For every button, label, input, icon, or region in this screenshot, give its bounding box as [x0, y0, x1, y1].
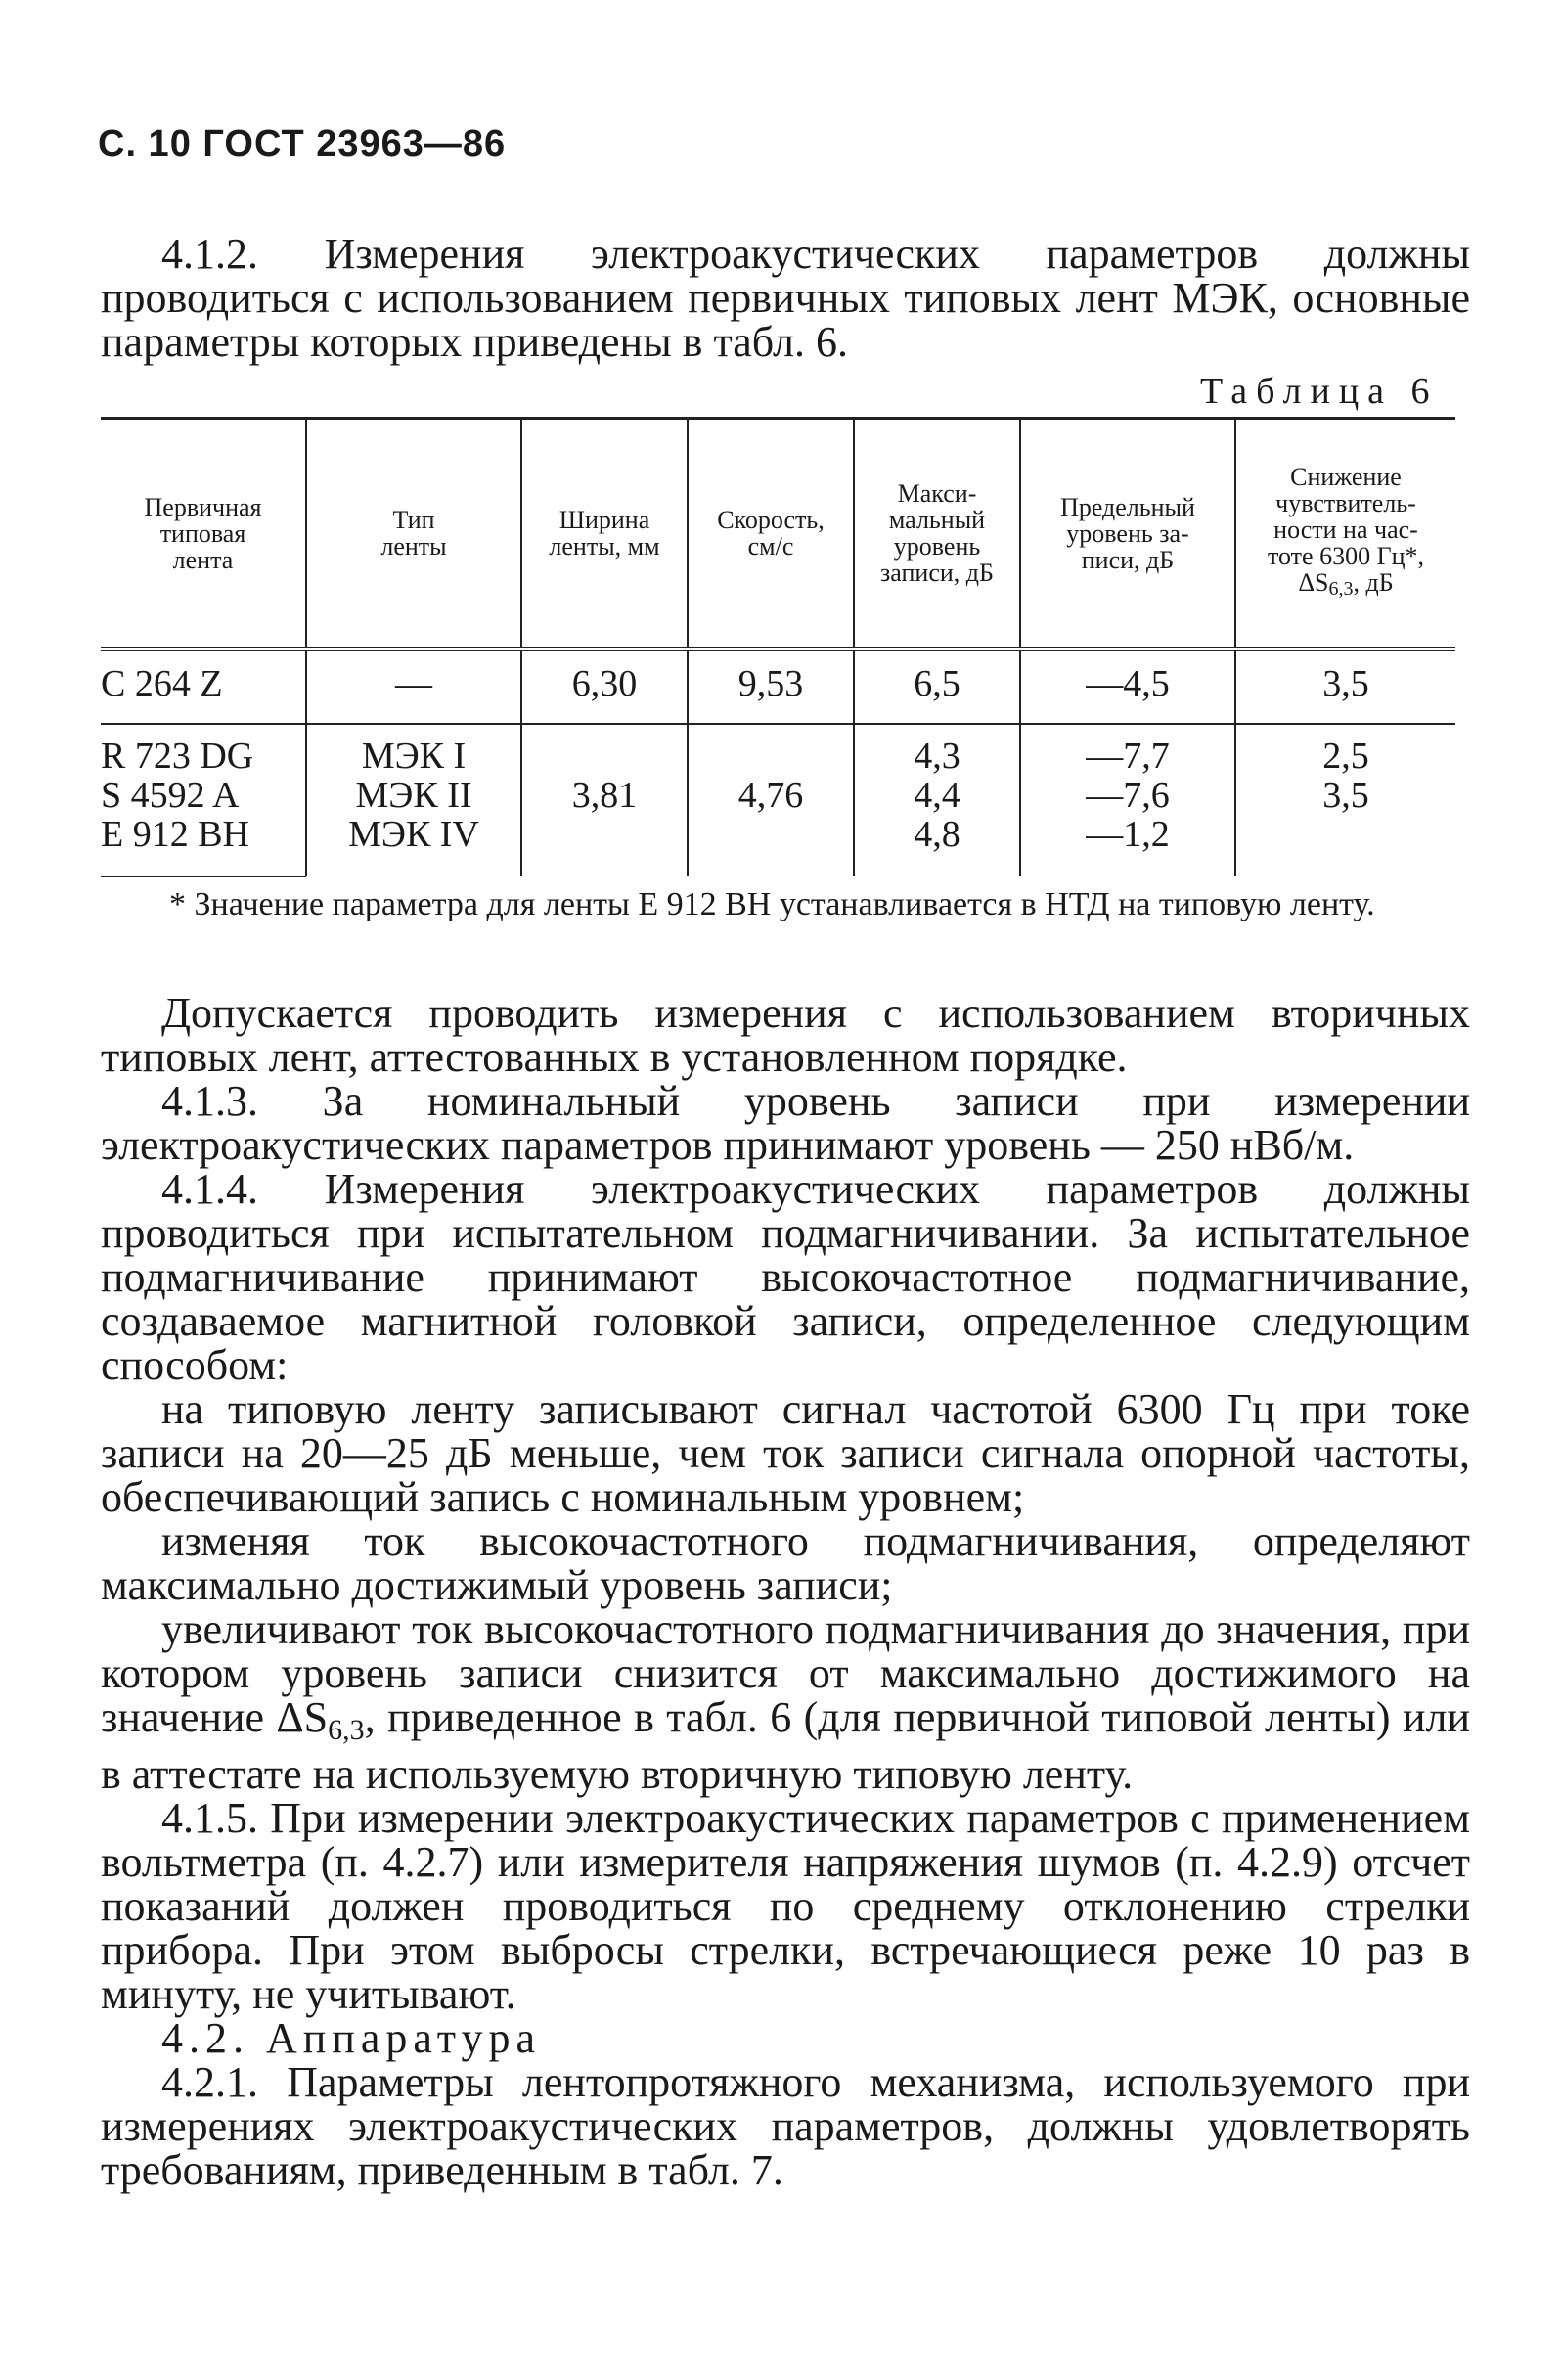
- cell-type: —: [306, 649, 521, 724]
- paragraph-step-2: изменяя ток высокочастотного подмагничивания, определяют максимально достижимый уровень записи;: [101, 1517, 1470, 1609]
- paragraph-4-1-2: 4.1.2. Измерения электроакустических параметров должны проводиться с использованием первичных типовых лент МЭК, основные параметры которых приведены в табл. 6.: [101, 230, 1470, 366]
- intro-block: [101, 232, 1470, 364]
- cell-limit-levels: —7,7 —7,6 —1,2: [1020, 724, 1235, 876]
- table-caption: Таблица 6: [1200, 371, 1439, 412]
- cell-max-level: 6,5: [854, 649, 1020, 724]
- cell-speed: 9,53: [688, 649, 854, 724]
- paragraph-4-1-5: 4.1.5. При измерении электроакустических параметров с применением вольтметра (п. 4.2.7) или измерителя напряжения шумов (п. 4.2.9) отсчет показаний должен проводиться по среднему отклонению стрелки прибора. При этом выбросы стрелки, встречающиеся реже 10 раз в минуту, не учитывают.: [101, 1794, 1470, 2018]
- header-max-level: Макси- мальный уровень записи, дБ: [854, 419, 1020, 650]
- header-limit-level: Предельный уровень за- писи, дБ: [1020, 419, 1235, 650]
- cell-tapes: R 723 DG S 4592 A E 912 BH: [101, 736, 254, 855]
- paragraph-step-3: увеличивают ток высокочастотного подмагничивания до значения, при котором уровень записи снизится от максимально достижимого на значение ΔS6,3, приведенное в табл. 6 (для первичной типовой ленты) или в аттестате на используемую вторичную типовую ленту.: [101, 1605, 1470, 1798]
- table-header-row: [101, 419, 1455, 650]
- cell-max-levels: 4,3 4,4 4,8: [854, 724, 1020, 876]
- paragraph-4-1-4: 4.1.4. Измерения электроакустических параметров должны проводиться при испытательном подмагничивании. За испытательное подмагничивание принимают высокочастотное подмагничивание, создаваемое магнитной головкой записи, определенное следующим способом:: [101, 1165, 1470, 1389]
- table-6: [101, 417, 1455, 876]
- table-row: [101, 649, 1455, 724]
- cell-limit-level: —4,5: [1020, 649, 1235, 724]
- header-tape-type: Тип ленты: [306, 419, 521, 650]
- body-block: [101, 991, 1470, 2192]
- section-4-2-heading: 4.2. Аппаратура: [161, 2014, 541, 2062]
- paragraph-4-2-1: 4.2.1. Параметры лентопротяжного механизма, используемого при измерениях электроакустических параметров, должны удовлетворять требованиям, приведенным в табл. 7.: [101, 2058, 1470, 2194]
- paragraph-4-1-3: 4.1.3. За номинальный уровень записи при измерении электроакустических параметров принимают уровень — 250 нВб/м.: [101, 1077, 1470, 1169]
- header-primary-tape: Первичная типовая лента: [101, 419, 306, 650]
- table-row: [101, 724, 1455, 876]
- cell-sensitivity: 3,5: [1235, 649, 1455, 724]
- header-sensitivity-drop: Снижение чувствитель- ности на час- тоте 6300 Гц*, $\Delta S_{6,3}$, дБ: [1235, 419, 1455, 650]
- cell-width: 6,30: [521, 649, 688, 724]
- cell-sensitivities: 2,5 3,5: [1235, 724, 1455, 876]
- cell-width: 3,81: [521, 724, 688, 876]
- header-speed: Скорость, см/с: [688, 419, 854, 650]
- paragraph-step-1: на типовую ленту записывают сигнал частотой 6300 Гц при токе записи на 20—25 дБ меньше, чем ток записи сигнала опорной частоты, обеспечивающий запись с номинальным уровнем;: [101, 1385, 1470, 1521]
- header-tape-width: Ширина ленты, мм: [521, 419, 688, 650]
- footnote-rule: [101, 876, 306, 877]
- cell-speed: 4,76: [688, 724, 854, 876]
- paragraph-allowed: Допускается проводить измерения с использованием вторичных типовых лент, аттестованных в установленном порядке.: [101, 989, 1470, 1081]
- page-header: С. 10 ГОСТ 23963—86: [98, 123, 507, 164]
- data-table: [101, 417, 1455, 876]
- footnote: * Значение параметра для ленты Е 912 ВН устанавливается в НТД на типовую ленту.: [169, 886, 1375, 922]
- cell-tape: С 264 Z: [101, 649, 306, 724]
- cell-types: МЭК I МЭК II МЭК IV: [306, 724, 521, 876]
